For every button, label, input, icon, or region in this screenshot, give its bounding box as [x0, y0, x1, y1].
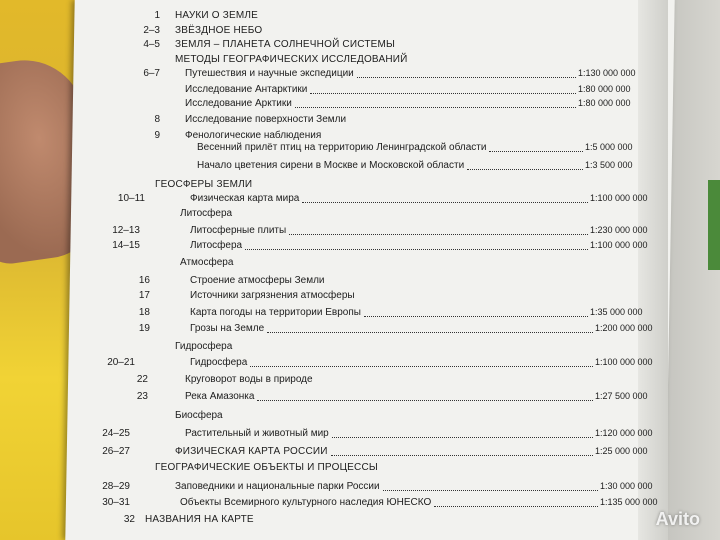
- page-number: 10–11: [117, 193, 145, 204]
- map-scale: 1:130 000 000: [578, 68, 636, 78]
- toc-entry-title: Атмосфера: [180, 257, 234, 268]
- page-number: 20–21: [107, 357, 135, 368]
- map-scale: 1:30 000 000: [600, 481, 653, 491]
- toc-entry-title: МЕТОДЫ ГЕОГРАФИЧЕСКИХ ИССЛЕДОВАНИЙ: [175, 54, 408, 65]
- map-scale: 1:3 500 000: [585, 160, 633, 170]
- page-number: 12–13: [112, 225, 140, 236]
- toc-entry-title: Грозы на Земле: [190, 323, 265, 334]
- page-number: 23: [136, 391, 148, 402]
- toc-entry-title: Исследование Арктики: [185, 98, 292, 109]
- toc-entry-title: Весенний прилёт птиц на территорию Ленинградской области: [197, 142, 487, 153]
- toc-entry-title: Строение атмосферы Земли: [190, 275, 325, 286]
- map-scale: 1:25 000 000: [595, 446, 648, 456]
- page-number: 18: [138, 307, 150, 318]
- page-number: 22: [136, 374, 148, 385]
- map-scale: 1:135 000 000: [600, 497, 658, 507]
- toc-entry-title: НАУКИ О ЗЕМЛЕ: [175, 10, 259, 21]
- toc-entry-title: НАЗВАНИЯ НА КАРТЕ: [145, 514, 254, 525]
- page-number: 24–25: [102, 428, 130, 439]
- map-edge: [708, 180, 720, 270]
- leader-dots: [310, 93, 576, 94]
- leader-dots: [467, 169, 583, 170]
- leader-dots: [267, 332, 593, 333]
- page-number: 1: [154, 10, 160, 21]
- leader-dots: [383, 490, 598, 491]
- toc-entry-title: Фенологические наблюдения: [185, 130, 322, 141]
- page-number: 32: [123, 514, 135, 525]
- map-scale: 1:80 000 000: [578, 98, 631, 108]
- toc-entry-title: Карта погоды на территории Европы: [190, 307, 361, 318]
- leader-dots: [295, 107, 576, 108]
- toc-entry-title: ЗЕМЛЯ – ПЛАНЕТА СОЛНЕЧНОЙ СИСТЕМЫ: [175, 39, 396, 50]
- toc-entry-title: Физическая карта мира: [190, 193, 300, 204]
- page-number: 17: [138, 290, 150, 301]
- page-number: 8: [154, 114, 160, 125]
- toc-entry-title: ГЕОСФЕРЫ ЗЕМЛИ: [155, 179, 253, 190]
- map-scale: 1:27 500 000: [595, 391, 648, 401]
- map-scale: 1:35 000 000: [590, 307, 643, 317]
- page-number: 9: [154, 130, 160, 141]
- avito-watermark: Avito: [655, 509, 700, 529]
- map-scale: 1:80 000 000: [578, 84, 631, 94]
- leader-dots: [489, 151, 583, 152]
- leader-dots: [289, 234, 588, 235]
- toc-entry-title: Заповедники и национальные парки России: [175, 481, 380, 492]
- leader-dots: [364, 316, 588, 317]
- leader-dots: [357, 77, 576, 78]
- page-number: 6–7: [143, 68, 160, 79]
- toc-entry-title: Гидросфера: [175, 341, 233, 352]
- toc-entry-title: Круговорот воды в природе: [185, 374, 313, 385]
- leader-dots: [302, 202, 588, 203]
- toc-entry-title: Растительный и животный мир: [185, 428, 329, 439]
- toc-entry-title: Начало цветения сирени в Москве и Московской области: [197, 160, 465, 171]
- page-number: 30–31: [102, 497, 130, 508]
- map-scale: 1:100 000 000: [590, 240, 648, 250]
- leader-dots: [245, 249, 588, 250]
- toc-entry-title: Исследование поверхности Земли: [185, 114, 347, 125]
- page-number: 26–27: [102, 446, 130, 457]
- toc-entry-title: Объекты Всемирного культурного наследия ЮНЕСКО: [180, 497, 432, 508]
- toc-entry-title: ЗВЁЗДНОЕ НЕБО: [175, 25, 263, 36]
- contents-page: [65, 0, 674, 540]
- leader-dots: [331, 455, 593, 456]
- page-number: 28–29: [102, 481, 130, 492]
- map-scale: 1:230 000 000: [590, 225, 648, 235]
- toc-entry-title: Гидросфера: [190, 357, 248, 368]
- toc-entry-title: Путешествия и научные экспедиции: [185, 68, 354, 79]
- toc-entry-title: ФИЗИЧЕСКАЯ КАРТА РОССИИ: [175, 446, 328, 457]
- page-number: 2–3: [143, 25, 160, 36]
- toc-entry-title: Литосфера: [190, 240, 243, 251]
- leader-dots: [332, 437, 593, 438]
- toc-entry-title: Литосферные плиты: [190, 225, 287, 236]
- map-scale: 1:100 000 000: [590, 193, 648, 203]
- toc-entry-title: Река Амазонка: [185, 391, 255, 402]
- page-number: 4–5: [143, 39, 160, 50]
- toc-entry-title: Источники загрязнения атмосферы: [190, 290, 355, 301]
- page-number: 19: [138, 323, 150, 334]
- toc-entry-title: Биосфера: [175, 410, 223, 421]
- map-scale: 1:120 000 000: [595, 428, 653, 438]
- toc-entry-title: ГЕОГРАФИЧЕСКИЕ ОБЪЕКТЫ И ПРОЦЕССЫ: [155, 462, 378, 473]
- leader-dots: [434, 506, 598, 507]
- toc-entry-title: Исследование Антарктики: [185, 84, 308, 95]
- leader-dots: [257, 400, 593, 401]
- map-scale: 1:5 000 000: [585, 142, 633, 152]
- page-fold: [638, 0, 668, 540]
- page-number: 16: [138, 275, 150, 286]
- toc-entry-title: Литосфера: [180, 208, 233, 219]
- map-scale: 1:100 000 000: [595, 357, 653, 367]
- map-scale: 1:200 000 000: [595, 323, 653, 333]
- leader-dots: [250, 366, 593, 367]
- page-number: 14–15: [112, 240, 140, 251]
